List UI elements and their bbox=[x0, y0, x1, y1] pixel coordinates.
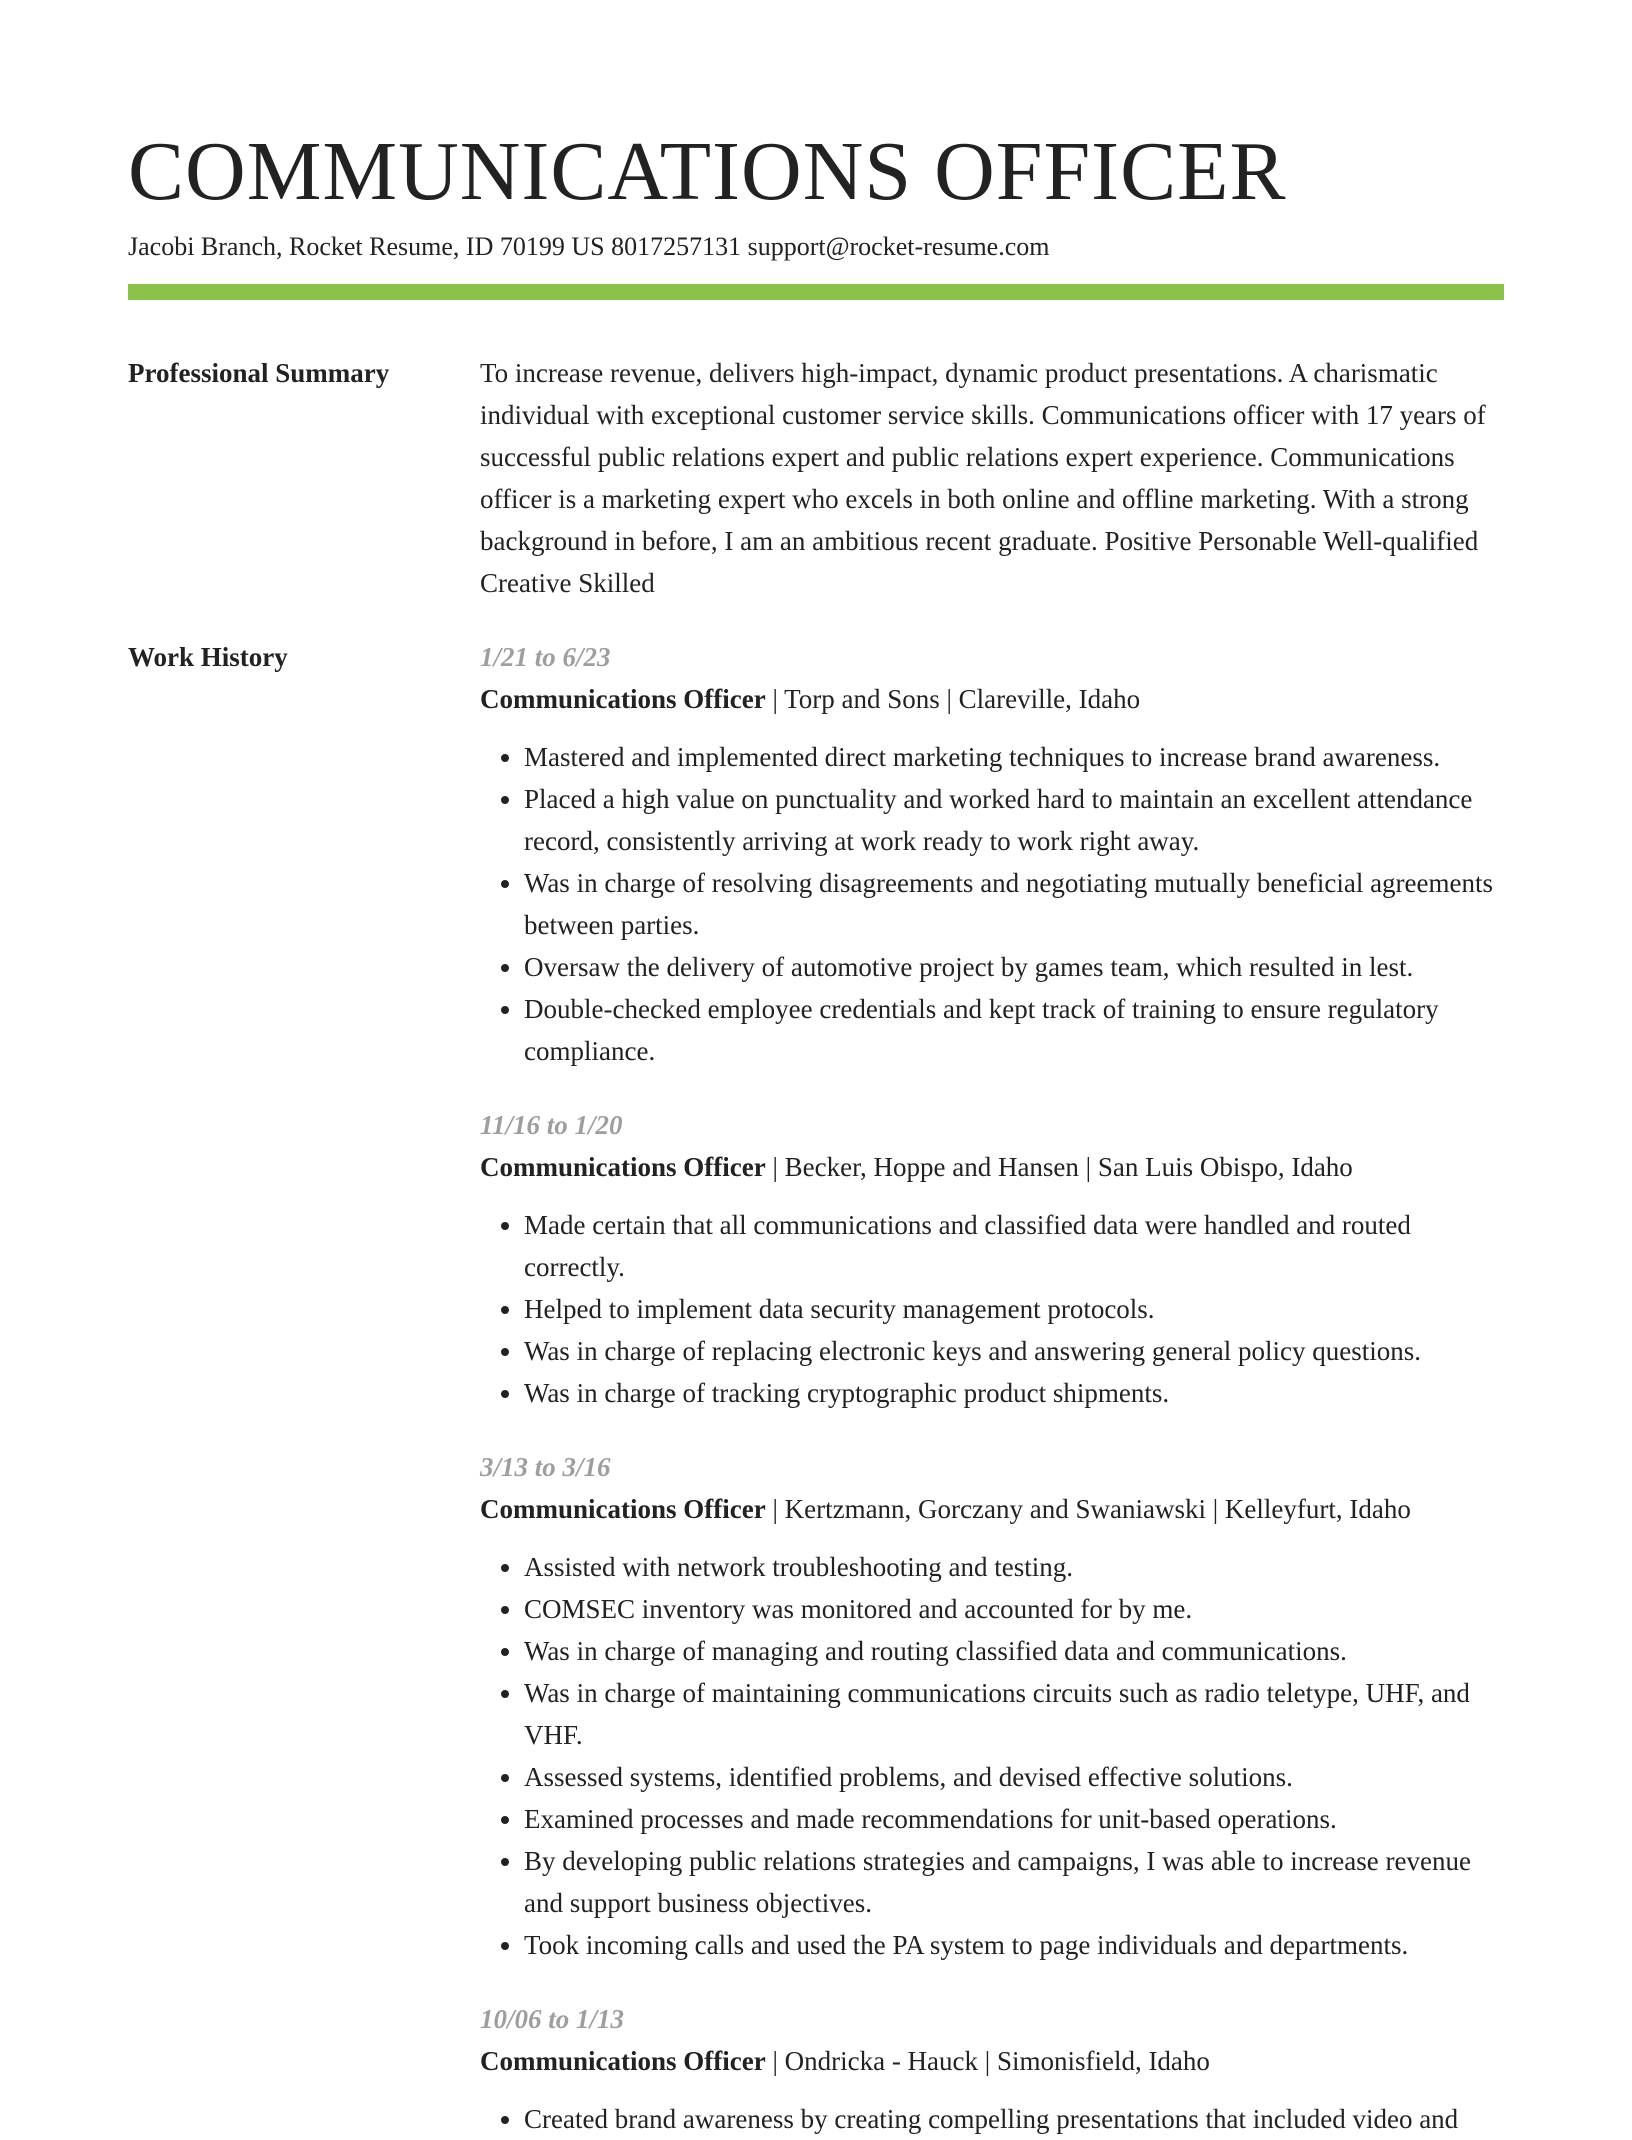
job-heading bbox=[480, 2040, 1504, 2082]
job-separator: | bbox=[1078, 1152, 1098, 1182]
job-separator: | bbox=[978, 2046, 997, 2076]
contact-line: Jacobi Branch, Rocket Resume, ID 70199 US 8017257131 support@rocket-resume.com bbox=[128, 232, 1050, 261]
section-label-work-history: Work History bbox=[128, 642, 288, 672]
job-bullet: • Was in charge of replacing electronic keys and answering general policy questions. bbox=[524, 1330, 1504, 1372]
job-location: San Luis Obispo, Idaho bbox=[1097, 1152, 1353, 1182]
header-divider bbox=[128, 284, 1504, 300]
job-bullet: • Was in charge of maintaining communications circuits such as radio teletype, UHF, and VHF. bbox=[524, 1672, 1504, 1756]
job-bullet: • Was in charge of tracking cryptographic product shipments. bbox=[524, 1372, 1504, 1414]
job-title: Communications Officer bbox=[480, 1152, 766, 1182]
job-bullet: • COMSEC inventory was monitored and accounted for by me. bbox=[524, 1588, 1504, 1630]
professional-summary-section bbox=[128, 352, 1504, 604]
job-dates: 1/21 to 6/23 bbox=[480, 642, 611, 672]
job-entry bbox=[480, 1446, 1504, 1966]
work-history-section bbox=[128, 636, 1504, 2140]
job-dates: 11/16 to 1/20 bbox=[480, 1110, 623, 1140]
job-bullet-list bbox=[480, 2098, 1504, 2140]
job-bullet: • By developing public relations strategies and campaigns, I was able to increase revenue and support business objectives. bbox=[524, 1840, 1504, 1924]
resume-title: COMMUNICATIONS OFFICER bbox=[128, 125, 1287, 218]
job-location: Kelleyfurt, Idaho bbox=[1224, 1494, 1411, 1524]
job-company: Kertzmann, Gorczany and Swaniawski bbox=[784, 1494, 1206, 1524]
job-bullet: • Took incoming calls and used the PA system to page individuals and departments. bbox=[524, 1924, 1504, 1966]
job-location: Simonisfield, Idaho bbox=[996, 2046, 1210, 2076]
job-title: Communications Officer bbox=[480, 2046, 766, 2076]
job-bullet: • Placed a high value on punctuality and worked hard to maintain an excellent attendance record, consistently arriving at work ready to work right away. bbox=[524, 778, 1504, 862]
job-bullet: • Assisted with network troubleshooting and testing. bbox=[524, 1546, 1504, 1588]
job-bullet: • Was in charge of resolving disagreements and negotiating mutually beneficial agreements between parties. bbox=[524, 862, 1504, 946]
job-entry bbox=[480, 636, 1504, 1072]
job-separator: | bbox=[1205, 1494, 1225, 1524]
resume-page bbox=[128, 120, 1504, 2140]
summary-body bbox=[480, 352, 1504, 604]
job-company: Becker, Hoppe and Hansen bbox=[784, 1152, 1079, 1182]
job-bullet: • Helped to implement data security management protocols. bbox=[524, 1288, 1504, 1330]
job-dates: 10/06 to 1/13 bbox=[480, 2004, 625, 2034]
job-bullet: • Was in charge of managing and routing classified data and communications. bbox=[524, 1630, 1504, 1672]
job-bullet-list bbox=[480, 736, 1504, 1072]
job-bullet: • Made certain that all communications and classified data were handled and routed correctly. bbox=[524, 1204, 1504, 1288]
job-bullet: • Created brand awareness by creating compelling presentations that included video and bbox=[524, 2098, 1504, 2140]
job-location: Clareville, Idaho bbox=[958, 684, 1141, 714]
job-separator: | bbox=[765, 2046, 785, 2076]
job-separator: | bbox=[765, 684, 785, 714]
job-separator: | bbox=[765, 1494, 785, 1524]
job-bullet: • Examined processes and made recommendations for unit-based operations. bbox=[524, 1798, 1504, 1840]
job-company: Torp and Sons bbox=[784, 684, 940, 714]
job-heading bbox=[480, 1146, 1504, 1188]
job-entry bbox=[480, 1998, 1504, 2140]
job-separator: | bbox=[765, 1152, 785, 1182]
section-label-summary: Professional Summary bbox=[128, 358, 390, 388]
job-bullet: • Double-checked employee credentials and kept track of training to ensure regulatory compliance. bbox=[524, 988, 1504, 1072]
job-bullet: • Mastered and implemented direct marketing techniques to increase brand awareness. bbox=[524, 736, 1504, 778]
job-separator: | bbox=[939, 684, 959, 714]
work-history-list bbox=[480, 636, 1504, 2140]
job-company: Ondricka - Hauck bbox=[784, 2046, 979, 2076]
summary-text: To increase revenue, delivers high-impact, dynamic product presentations. A charismatic individual with exceptional customer service skills. Communications officer with 17 years of successful public relations expert and public relations expert experience. Communications officer is a marketing expert who excels in both online and offline marketing. With a strong background in before, I am an ambitious recent graduate. Positive Personable Well-qualified Creative Skilled bbox=[480, 358, 1486, 598]
job-dates: 3/13 to 3/16 bbox=[480, 1452, 611, 1482]
job-bullet-list bbox=[480, 1204, 1504, 1414]
job-title: Communications Officer bbox=[480, 684, 766, 714]
job-bullet: • Assessed systems, identified problems, and devised effective solutions. bbox=[524, 1756, 1504, 1798]
job-heading bbox=[480, 678, 1504, 720]
job-bullet: • Oversaw the delivery of automotive project by games team, which resulted in lest. bbox=[524, 946, 1504, 988]
job-bullet-list bbox=[480, 1546, 1504, 1966]
job-entry bbox=[480, 1104, 1504, 1414]
job-title: Communications Officer bbox=[480, 1494, 766, 1524]
job-heading bbox=[480, 1488, 1504, 1530]
